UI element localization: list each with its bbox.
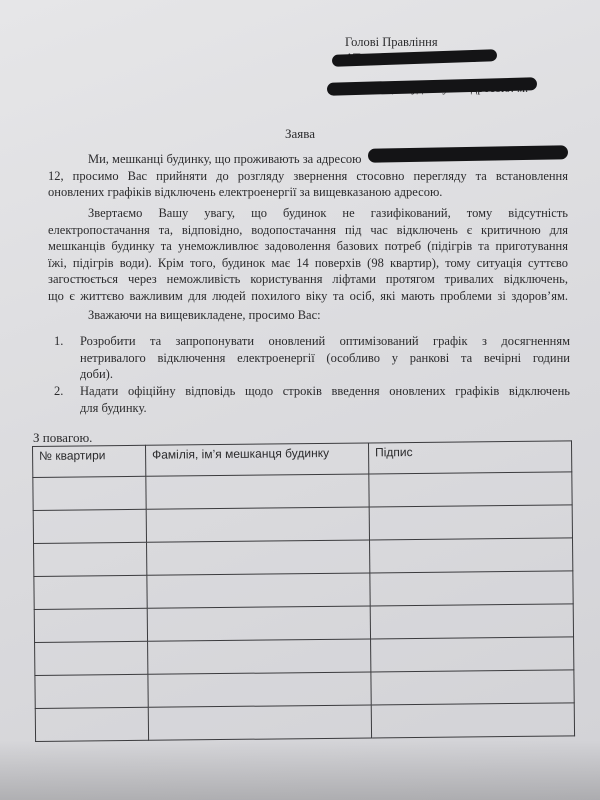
request-text: нетривалого відключення електроенергії (особливо у ранкові та вечірні години — [80, 350, 570, 365]
table-cell — [370, 571, 573, 606]
signature-table — [32, 440, 575, 742]
addressee-line-1: Голові Правління — [345, 35, 438, 49]
paragraph-text: загостюється через неможливість користування ліфтами протягом тривалих відключень, — [48, 272, 568, 286]
table-cell — [34, 575, 147, 609]
paragraph-reasons — [48, 205, 568, 304]
document-title: Заява — [285, 126, 315, 141]
table-cell — [370, 538, 573, 573]
paragraph-text: що є життєво важливим для людей похилого віку та осіб, які мають проблеми зі здоров’ям. — [48, 288, 568, 303]
table-cell — [370, 604, 573, 639]
paragraph-text: електропостачання та, відповідно, водопостачання під час відключень є критичною для — [48, 222, 568, 237]
page-shadow — [0, 740, 600, 800]
table-cell — [147, 540, 370, 575]
table-cell — [33, 509, 146, 543]
table-cell — [369, 505, 572, 540]
request-text: доби). — [80, 367, 113, 381]
request-text: для будинку. — [80, 400, 147, 415]
request-number: 1. — [54, 334, 64, 348]
table-cell — [35, 707, 148, 741]
table-cell — [148, 639, 371, 674]
table-row — [35, 703, 574, 742]
paragraph-text: їжі, підігрів води). Крім того, будинок має 14 поверхів (98 квартир), тому ситуація суттєво — [48, 255, 568, 270]
column-header-resident-name: Фамілія, ім’я мешканця будинку — [145, 443, 368, 476]
request-number: 2. — [54, 384, 64, 398]
table-cell — [369, 472, 572, 507]
table-row — [35, 670, 574, 709]
table-cell — [371, 670, 574, 705]
table-row — [35, 637, 574, 676]
table-cell — [146, 474, 369, 509]
paragraph-text: Звертаємо Вашу увагу, що будинок не газифікований, тому відсутність — [88, 206, 568, 220]
table-cell — [371, 637, 574, 672]
paragraph-intro-list: Зважаючи на вищевикладене, просимо Вас: — [88, 308, 321, 322]
table-cell — [35, 674, 148, 708]
column-header-signature: Підпис — [368, 441, 571, 474]
table-cell — [148, 672, 371, 707]
table-cell — [35, 641, 148, 675]
paragraph-text: мешканців будинку та унеможливлює задоволення базових потреб (підігрів та приготування — [48, 239, 568, 253]
table-cell — [146, 507, 369, 542]
paragraph-text: Ми, мешканці будинку, що проживають за адресою — [88, 152, 362, 166]
paragraph-text: оновлених графіків відключень електроенергії за вищевказаною адресою. — [48, 185, 443, 199]
request-text: Надати офіційну відповідь щодо строків введення оновлених графіків відключень — [80, 384, 570, 398]
table-cell — [34, 608, 147, 642]
request-item — [48, 383, 573, 423]
table-cell — [34, 542, 147, 576]
table-cell — [148, 705, 371, 740]
table-cell — [147, 573, 370, 608]
table-cell — [147, 606, 370, 641]
paragraph-text: 12, просимо Вас прийняти до розгляду звернення стосовно перегляду та встановлення — [48, 168, 568, 183]
column-header-apartment: № квартири — [33, 445, 146, 477]
request-text: Розробити та запропонувати оновлений оптимізований графік з досягненням — [80, 334, 570, 348]
table-cell — [33, 476, 146, 510]
table-cell — [371, 703, 574, 738]
closing-regards: З повагою. — [33, 430, 93, 445]
